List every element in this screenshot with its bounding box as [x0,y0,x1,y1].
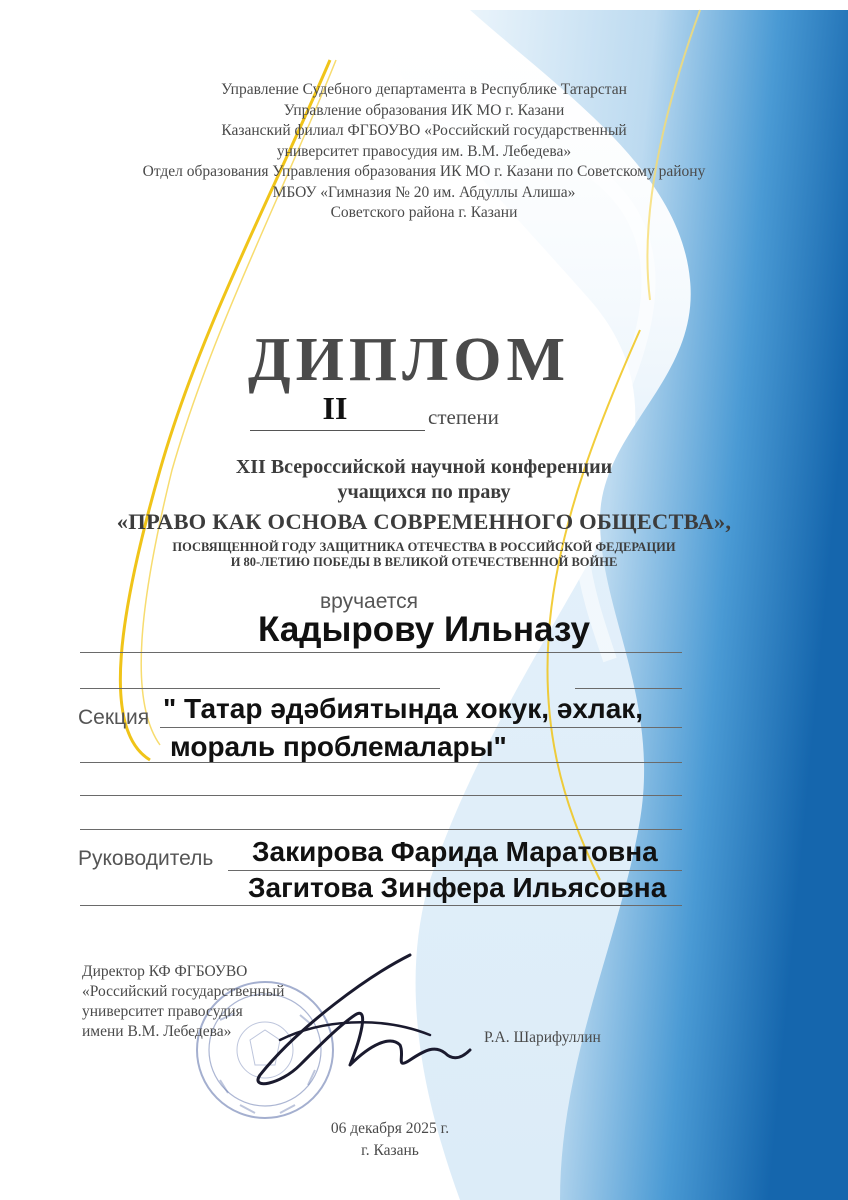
issue-date: 06 декабря 2025 г. [330,1120,450,1137]
issuer-line: Отдел образования Управления образования ИК МО г. Казани по Советскому району [142,163,706,180]
section-value-line-1: " Татар әдәбиятында хокук, әхлак, [163,693,644,724]
supervisor-underline-2 [80,905,682,906]
section-underline-2 [80,762,682,763]
degree-value: II [322,390,348,426]
supervisor-label: Руководитель [78,847,214,870]
conference-title: «ПРАВО КАК ОСНОВА СОВРЕМЕННОГО ОБЩЕСТВА», [116,509,732,534]
issuers-block [0,80,848,224]
director-line: имени В.М. Лебедева» [82,1023,232,1040]
director-line: Директор КФ ФГБОУВО [82,963,248,980]
degree-underline [250,430,425,431]
section-value-line-2: мораль проблемалары" [170,731,507,762]
director-line: «Российский государственный [82,983,285,1000]
blank-line [80,688,440,689]
degree-word: степени [428,405,499,429]
issuer-line: Управление образования ИК МО г. Казани [283,101,565,119]
director-name: Р.А. Шарифуллин [484,1029,601,1046]
blank-line [575,688,682,689]
supervisor-underline-1 [228,870,682,871]
conference-dedication-2: И 80-ЛЕТИЮ ПОБЕДЫ В ВЕЛИКОЙ ОТЕЧЕСТВЕННОЙ ВОЙНЕ [230,555,618,569]
conference-line-2: учащихся по праву [337,481,511,503]
issuer-line: Казанский филиал ФГБОУВО «Российский государственный [221,122,627,139]
director-line: университет правосудия [82,1003,243,1020]
document-title: ДИПЛОМ [248,326,571,394]
blank-line [80,795,682,796]
issuer-line: университет правосудия им. В.М. Лебедева» [276,142,572,160]
conference-line-1: XII Всероссийской научной конференции [235,456,613,478]
issuer-line: Управление Судебного департамента в Республике Татарстан [221,81,627,98]
issuer-line: МБОУ «Гимназия № 20 им. Абдуллы Алиша» [272,183,576,201]
section-underline-1 [160,727,682,728]
supervisor-name-2: Загитова Зинфера Ильясовна [248,872,667,903]
awarded-label: вручается [320,590,418,613]
issue-place: г. Казань [361,1142,419,1159]
supervisor-name-1: Закирова Фарида Маратовна [252,836,658,867]
blank-line [80,829,682,830]
conference-dedication-1: ПОСВЯЩЕННОЙ ГОДУ ЗАЩИТНИКА ОТЕЧЕСТВА В РОССИЙСКОЙ ФЕДЕРАЦИИ [172,540,676,554]
section-label: Секция [78,706,150,729]
director-block [82,962,284,1042]
recipient-name: Кадырову Ильназу [258,610,590,649]
recipient-underline [80,652,682,653]
issuer-line: Советского района г. Казани [330,204,518,221]
